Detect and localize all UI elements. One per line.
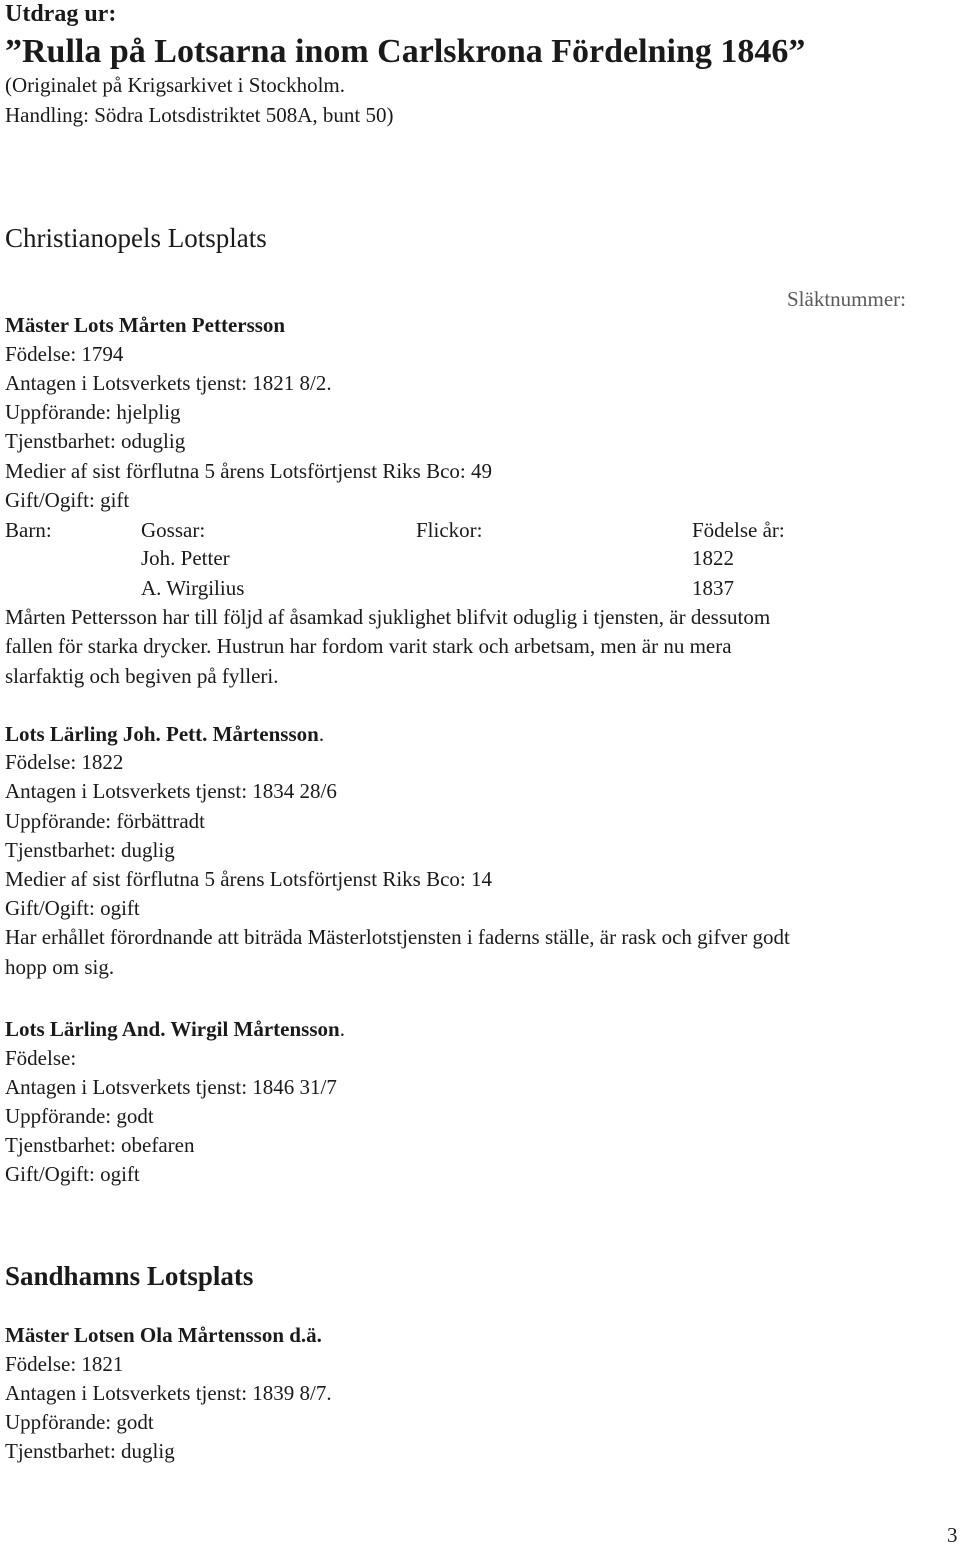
person-uppforande: Uppförande: förbättradt [5, 809, 206, 833]
person-uppforande: Uppförande: godt [5, 1410, 154, 1434]
person-note-line: Mårten Pettersson har till följd af åsamkad sjuklighet blifvit oduglig i tjensten, är dessutom [5, 605, 771, 629]
person-medier: Medier af sist förflutna 5 årens Lotsförtjenst Riks Bco: 49 [5, 459, 492, 483]
person-fodelse: Födelse: 1822 [5, 750, 124, 774]
person-uppforande: Uppförande: hjelplig [5, 400, 181, 424]
person-fodelse: Födelse: [5, 1046, 77, 1070]
person-tjenstbarhet: Tjenstbarhet: duglig [5, 838, 175, 862]
person-gift: Gift/Ogift: ogift [5, 1162, 140, 1186]
person-note-line: fallen för starka drycker. Hustrun har fordom varit stark och arbetsam, men är nu mera [5, 634, 732, 658]
child-name: Joh. Petter [141, 546, 230, 570]
person-fodelse: Födelse: 1821 [5, 1352, 124, 1376]
section-heading-sandhamn: Sandhamns Lotsplats [5, 1261, 254, 1291]
person-name-text: Lots Lärling And. Wirgil Mårtensson [5, 1017, 340, 1041]
barn-label: Barn: [5, 518, 52, 542]
person-note-line: slarfaktig och begiven på fylleri. [5, 664, 279, 688]
person-fodelse: Födelse: 1794 [5, 342, 124, 366]
person-antagen: Antagen i Lotsverkets tjenst: 1821 8/2. [5, 371, 332, 395]
person-note-line: Har erhållet förordnande att biträda Mästerlotstjensten i faderns ställe, är rask och gifver godt [5, 925, 790, 949]
person-antagen: Antagen i Lotsverkets tjenst: 1839 8/7. [5, 1381, 332, 1405]
person-name-dot: . [318, 722, 325, 746]
person-name-ola: Mäster Lotsen Ola Mårtensson d.ä. [5, 1323, 322, 1347]
person-tjenstbarhet: Tjenstbarhet: oduglig [5, 429, 186, 453]
person-uppforande: Uppförande: godt [5, 1104, 154, 1128]
child-year: 1837 [692, 576, 734, 600]
person-gift: Gift/Ogift: ogift [5, 896, 140, 920]
document-title: ”Rulla på Lotsarna inom Carlskrona Fördelning 1846” [5, 33, 806, 70]
person-note-line: hopp om sig. [5, 955, 115, 979]
gossar-label: Gossar: [141, 518, 206, 542]
page-number: 3 [947, 1523, 958, 1547]
person-name-and-wirgil [5, 1017, 345, 1041]
source-line-1: (Originalet på Krigsarkivet i Stockholm. [5, 73, 346, 97]
slaktnummer-label: Släktnummer: [787, 287, 906, 311]
person-tjenstbarhet: Tjenstbarhet: obefaren [5, 1133, 195, 1157]
fodelsear-label: Födelse år: [692, 518, 785, 542]
person-antagen: Antagen i Lotsverkets tjenst: 1846 31/7 [5, 1075, 337, 1099]
flickor-label: Flickor: [416, 518, 483, 542]
person-name-marten: Mäster Lots Mårten Pettersson [5, 313, 286, 337]
person-name-text: Lots Lärling Joh. Pett. Mårtensson [5, 722, 319, 746]
person-antagen: Antagen i Lotsverkets tjenst: 1834 28/6 [5, 779, 337, 803]
section-heading-christianopel: Christianopels Lotsplats [5, 223, 267, 253]
person-name-joh-pett [5, 722, 324, 746]
utdrag-label: Utdrag ur: [5, 1, 117, 27]
source-line-2: Handling: Södra Lotsdistriktet 508A, bunt 50) [5, 103, 394, 127]
child-name: A. Wirgilius [141, 576, 245, 600]
person-medier: Medier af sist förflutna 5 årens Lotsförtjenst Riks Bco: 14 [5, 867, 492, 891]
person-name-dot: . [339, 1017, 345, 1041]
person-gift: Gift/Ogift: gift [5, 488, 130, 512]
person-tjenstbarhet: Tjenstbarhet: duglig [5, 1439, 175, 1463]
child-year: 1822 [692, 546, 734, 570]
